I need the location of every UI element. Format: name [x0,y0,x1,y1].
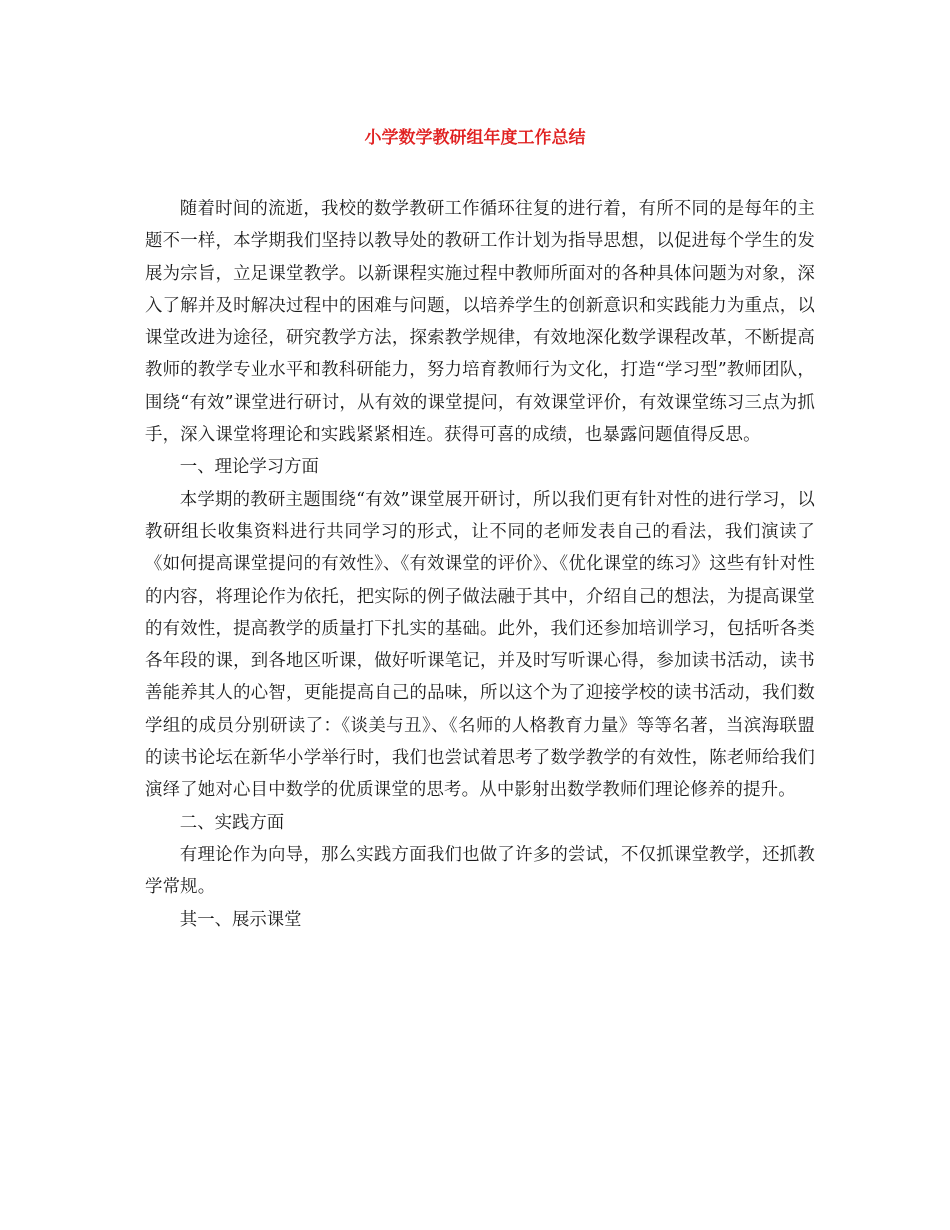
paragraph-theory: 本学期的教研主题围绕“有效”课堂展开研讨，所以我们更有针对性的进行学习，以教研组长收集资料进行共同学习的形式，让不同的老师发表自己的看法，我们演读了《如何提高课堂提问的有效性》、《有效课堂的评价》、《优化课堂的练习》这些有针对性的内容，将理论作为依托，把实际的例子做法融于其中，介绍自己的想法，为提高课堂的有效性，提高教学的质量打下扎实的基础。此外，我们还参加培训学习，包括听各类各年段的课，到各地区听课，做好听课笔记，并及时写听课心得，参加读书活动，读书善能养其人的心智，更能提高自己的品味，所以这个为了迎接学校的读书活动，我们数学组的成员分别研读了：《谈美与丑》、《名师的人格教育力量》等等名著，当滨海联盟的读书论坛在新华小学举行时，我们也尝试着思考了数学教学的有效性，陈老师给我们演绎了她对心目中数学的优质课堂的思考。从中影射出数学教师们理论修养的提升。 [145,489,815,801]
document-body [145,193,815,936]
section-heading-practice: 二、实践方面 [179,812,285,833]
section-heading-theory: 一、理论学习方面 [179,457,319,478]
document-title: 小学数学教研组年度工作总结 [364,128,586,148]
subsection-heading-classroom: 其一、展示课堂 [179,909,302,930]
paragraph-practice: 有理论作为向导，那么实践方面我们也做了许多的尝试，不仅抓课堂教学，还抓教学常规。 [145,844,815,898]
paragraph-intro: 随着时间的流逝，我校的数学教研工作循环往复的进行着，有所不同的是每年的主题不一样，本学期我们坚持以教导处的教研工作计划为指导思想，以促进每个学生的发展为宗旨，立足课堂教学。以新课程实施过程中教师所面对的各种具体问题为对象，深入了解并及时解决过程中的困难与问题，以培养学生的创新意识和实践能力为重点，以课堂改进为途径，研究教学方法，探索教学规律，有效地深化数学课程改革，不断提高教师的教学专业水平和教科研能力，努力培育教师行为文化，打造“学习型”教师团队，围绕“有效”课堂进行研讨，从有效的课堂提问，有效课堂评价，有效课堂练习三点为抓手，深入课堂将理论和实践紧紧相连。获得可喜的成绩，也暴露问题值得反思。 [145,199,815,446]
